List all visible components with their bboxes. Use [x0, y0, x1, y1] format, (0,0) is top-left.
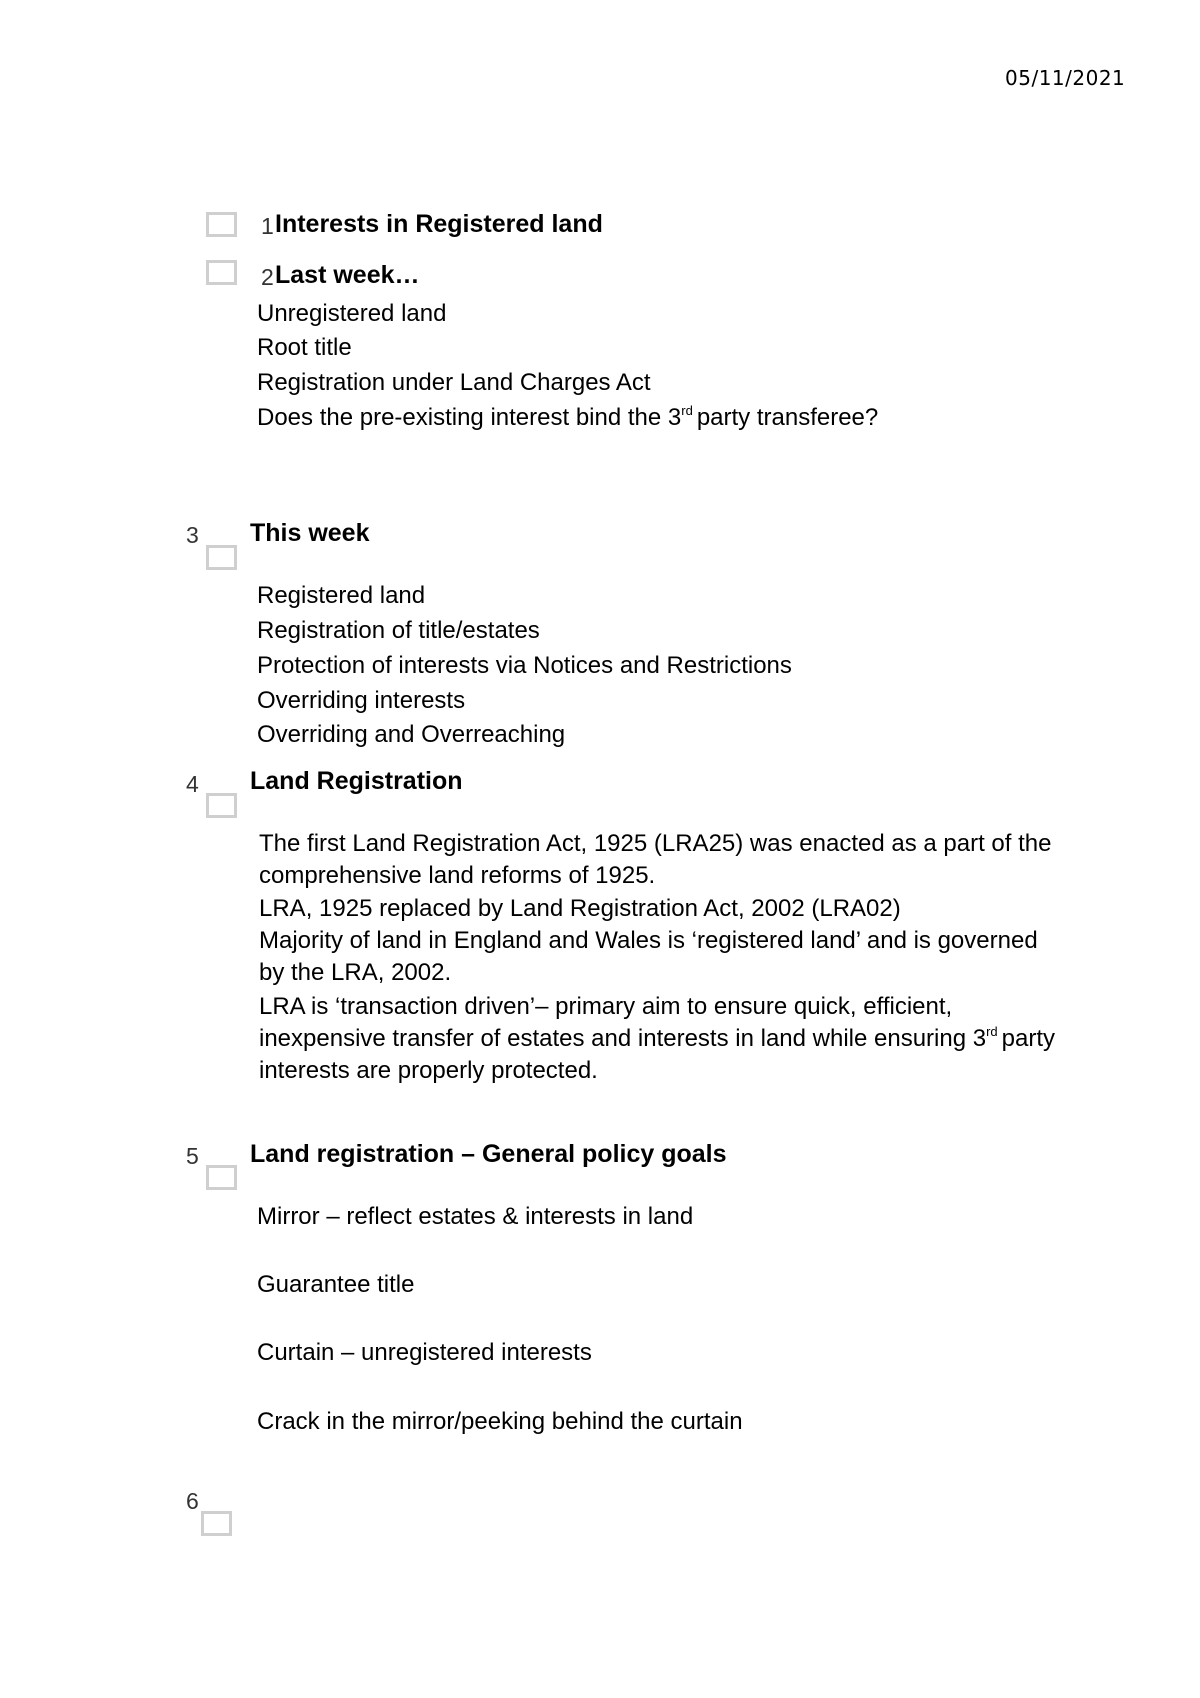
slide-number-5: 5	[186, 1143, 199, 1169]
paragraph: LRA, 1925 replaced by Land Registration Act, 2002 (LRA02)	[259, 895, 901, 922]
list-item: Registered land	[257, 582, 426, 609]
slide-number-3: 3	[186, 522, 199, 548]
list-item: Overriding interests	[257, 687, 466, 714]
page-date: 05/11/2021	[1005, 66, 1126, 90]
slide-title-3: This week	[250, 519, 370, 547]
slide-thumbnail-1	[206, 212, 237, 237]
slide-thumbnail-3	[206, 545, 237, 570]
slide-title-5: Land registration – General policy goals	[250, 1140, 727, 1168]
paragraph: Majority of land in England and Wales is ‘registered land’ and is governed by the LRA, 2002.	[259, 927, 1038, 986]
slide-number-4: 4	[186, 771, 199, 797]
superscript: rd	[986, 1024, 998, 1039]
paragraph: The first Land Registration Act, 1925 (LRA25) was enacted as a part of the comprehensive land reforms of 1925.	[259, 830, 1052, 889]
slide-number-1: 1	[261, 213, 274, 239]
slide-thumbnail-2	[206, 260, 237, 285]
list-item-text: Does the pre-existing interest bind the 3	[257, 404, 682, 431]
slide-title-2: Last week…	[275, 261, 420, 289]
slide-thumbnail-4	[206, 793, 237, 818]
list-item-text: party transferee?	[696, 404, 879, 431]
list-item: Protection of interests via Notices and Restrictions	[257, 652, 792, 679]
paragraph-text: party interests are properly protected.	[259, 1025, 1056, 1084]
list-item: Guarantee title	[257, 1271, 415, 1298]
list-item: Mirror – reflect estates & interests in land	[257, 1203, 694, 1230]
list-item: Registration of title/estates	[257, 617, 540, 644]
list-item: Root title	[257, 334, 352, 361]
list-item: Curtain – unregistered interests	[257, 1339, 592, 1366]
paragraph	[259, 991, 1059, 1087]
list-item: Registration under Land Charges Act	[257, 369, 651, 396]
slide-thumbnail-6	[201, 1511, 232, 1536]
list-item: Overriding and Overreaching	[257, 721, 566, 748]
slide-number-6: 6	[186, 1488, 199, 1514]
slide-title-4: Land Registration	[250, 767, 463, 795]
slide-title-1: Interests in Registered land	[275, 210, 603, 238]
superscript: rd	[681, 403, 693, 418]
paragraph-text: LRA is ‘transaction driven’– primary aim to ensure quick, efficient, inexpensive transfer of estates and interests in land while ensuring 3	[259, 993, 987, 1052]
list-item: Unregistered land	[257, 300, 447, 327]
slide-thumbnail-5	[206, 1165, 237, 1190]
slide-number-2: 2	[261, 264, 274, 290]
list-item	[257, 404, 878, 432]
list-item: Crack in the mirror/peeking behind the curtain	[257, 1408, 743, 1435]
